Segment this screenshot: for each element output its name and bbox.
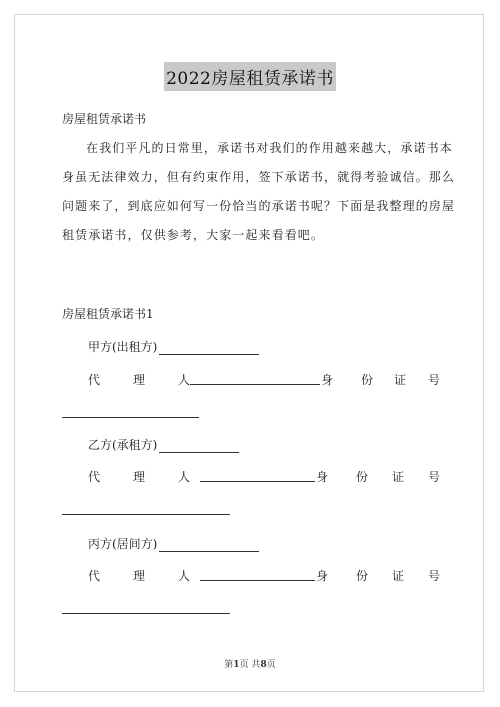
party-b-blank[interactable] xyxy=(159,439,239,453)
footer-mid: 页 共 xyxy=(239,660,261,670)
party-c-id-blank[interactable] xyxy=(62,613,230,614)
party-c-blank[interactable] xyxy=(159,538,259,552)
agent-char-1: 代 xyxy=(88,470,101,484)
party-a-row xyxy=(88,338,259,355)
party-c-agent-blank[interactable] xyxy=(200,580,315,581)
document-title: 2022房屋租赁承诺书 xyxy=(164,62,336,91)
id-char-3: 证 xyxy=(394,373,407,387)
party-a-blank[interactable] xyxy=(159,341,259,355)
agent-char-2: 理 xyxy=(133,373,146,387)
id-char-4: 号 xyxy=(428,470,441,484)
id-char-1: 身 xyxy=(321,373,334,387)
id-char-2: 份 xyxy=(356,569,369,583)
footer-total-pages: 8 xyxy=(260,660,267,670)
party-c-agent-row xyxy=(88,567,440,585)
id-char-1: 身 xyxy=(316,470,329,484)
agent-char-3: 人 xyxy=(178,470,191,484)
subheading-1: 房屋租赁承诺书1 xyxy=(62,307,154,321)
footer-suffix: 页 xyxy=(266,660,276,670)
id-char-2: 份 xyxy=(361,373,374,387)
intro-line-4: 租赁承诺书，仅供参考，大家一起来看看吧。 xyxy=(62,228,325,242)
id-char-3: 证 xyxy=(392,569,405,583)
agent-char-3: 人 xyxy=(178,569,191,583)
intro-line-1: 在我们平凡的日常里，承诺书对我们的作用越来越大，承诺书本 xyxy=(86,141,453,155)
party-b-id-blank[interactable] xyxy=(62,514,230,515)
document-title-wrap xyxy=(0,62,500,91)
agent-char-1: 代 xyxy=(88,373,101,387)
footer-prefix: 第 xyxy=(224,660,234,670)
intro-line-3: 问题来了，到底应如何写一份恰当的承诺书呢？下面是我整理的房屋 xyxy=(62,199,456,213)
id-char-4: 号 xyxy=(428,373,441,387)
agent-char-3: 人 xyxy=(178,373,191,387)
footer-page-number: 1 xyxy=(233,660,240,670)
intro-line-2: 身虽无法律效力，但有约束作用，签下承诺书，就得考验诚信。那么 xyxy=(62,170,456,184)
id-char-2: 份 xyxy=(356,470,369,484)
party-a-label: 甲方(出租方) xyxy=(88,340,158,354)
party-c-label: 丙方(居间方) xyxy=(88,537,158,551)
party-c-row xyxy=(88,535,259,552)
party-a-agent-row xyxy=(88,371,440,389)
party-a-id-blank[interactable] xyxy=(62,417,199,418)
party-b-row xyxy=(88,436,239,453)
agent-char-2: 理 xyxy=(133,470,146,484)
id-char-3: 证 xyxy=(392,470,405,484)
id-char-4: 号 xyxy=(428,569,441,583)
party-a-agent-blank[interactable] xyxy=(190,384,320,385)
party-b-agent-blank[interactable] xyxy=(200,481,315,482)
page-footer xyxy=(0,657,500,670)
intro-paragraph xyxy=(62,134,456,250)
agent-char-1: 代 xyxy=(88,569,101,583)
party-b-label: 乙方(承租方) xyxy=(88,438,158,452)
section-heading: 房屋租赁承诺书 xyxy=(62,112,147,126)
agent-char-2: 理 xyxy=(133,569,146,583)
id-char-1: 身 xyxy=(316,569,329,583)
party-b-agent-row xyxy=(88,468,440,486)
